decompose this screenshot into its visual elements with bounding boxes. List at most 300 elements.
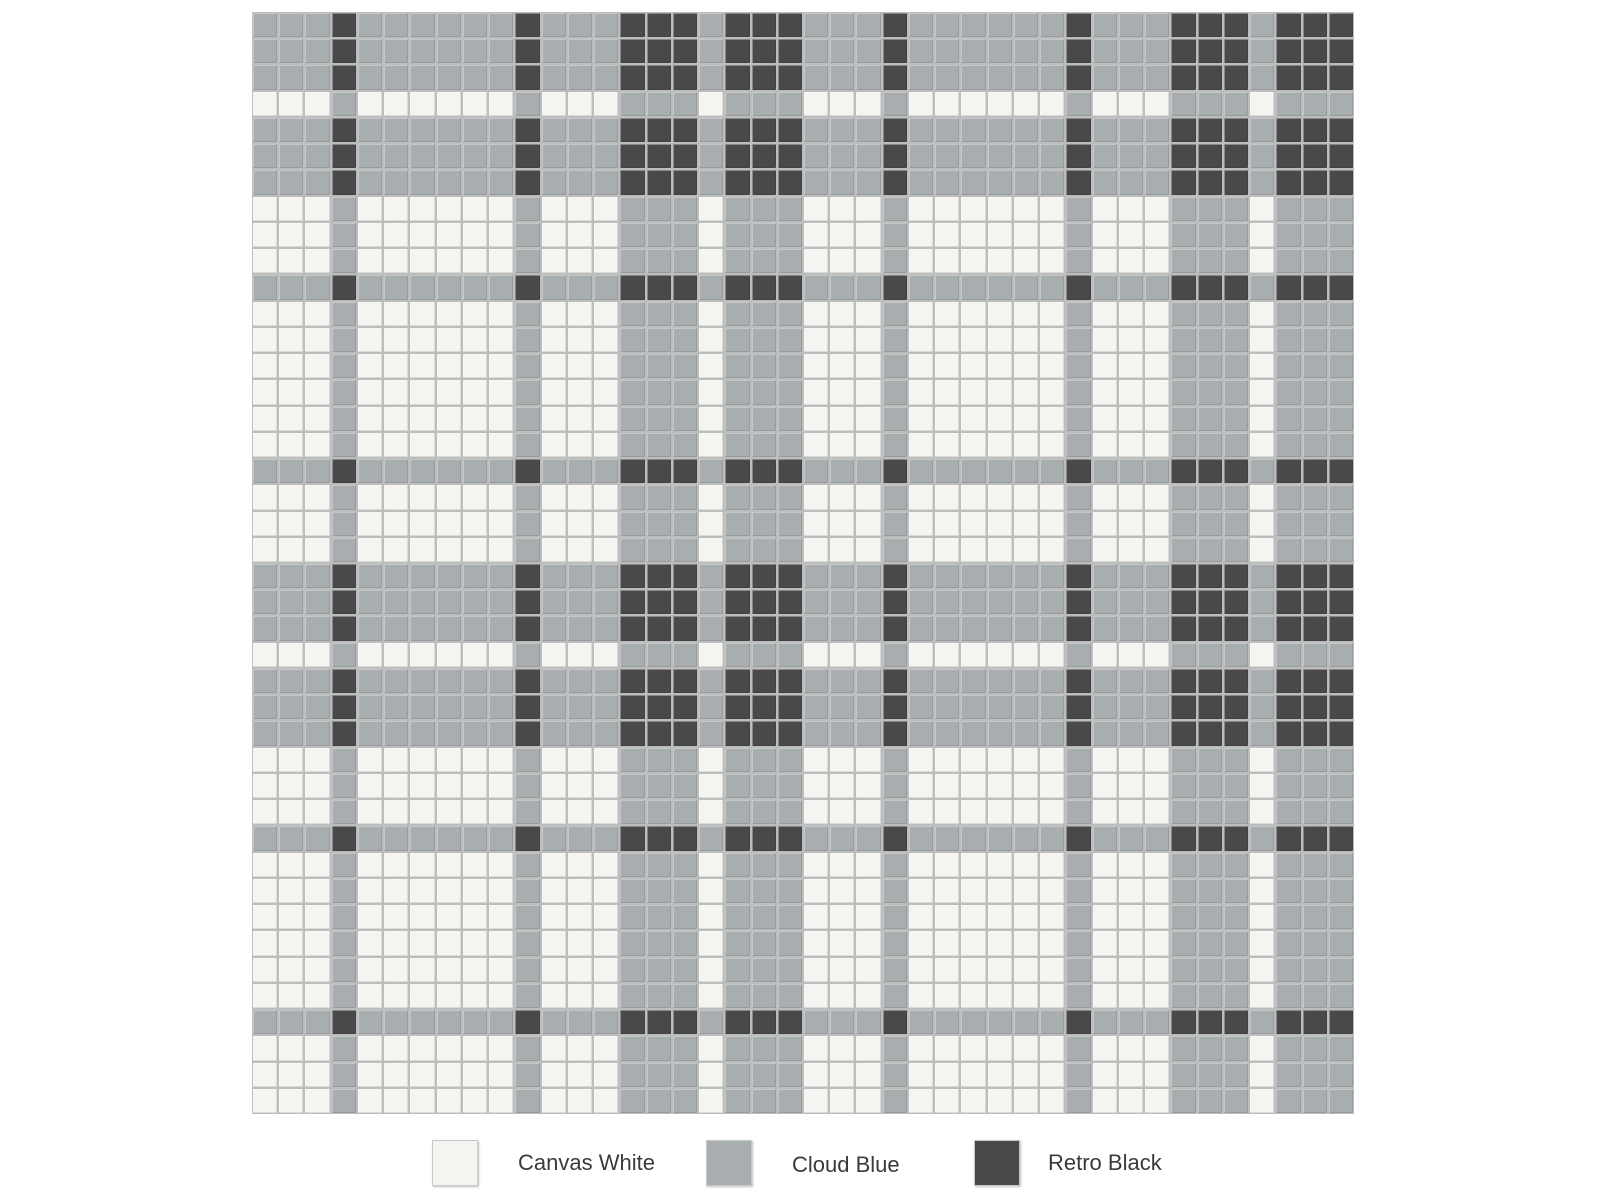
mosaic-tile: [935, 643, 959, 667]
mosaic-tile: [1171, 958, 1196, 982]
mosaic-tile: [883, 249, 907, 273]
mosaic-tile: [1145, 459, 1169, 483]
mosaic-tile: [1093, 1089, 1117, 1113]
mosaic-tile: [1250, 485, 1274, 510]
mosaic-tile: [594, 1010, 618, 1034]
mosaic-tile: [778, 354, 802, 378]
mosaic-tile: [515, 958, 540, 982]
mosaic-tile: [620, 380, 645, 405]
mosaic-tile: [253, 616, 277, 641]
mosaic-tile: [647, 853, 671, 877]
mosaic-tile: [961, 144, 986, 168]
mosaic-tile: [961, 853, 986, 877]
mosaic-tile: [410, 249, 435, 273]
mosaic-tile: [1329, 748, 1353, 772]
mosaic-tile: [1198, 485, 1222, 510]
mosaic-tile: [778, 302, 802, 326]
mosaic-tile: [778, 590, 802, 614]
mosaic-tile: [830, 144, 854, 168]
mosaic-tile: [410, 1089, 435, 1113]
mosaic-tile: [437, 669, 461, 693]
mosaic-tile: [909, 826, 933, 851]
mosaic-tile: [620, 1089, 645, 1113]
mosaic-tile: [358, 197, 382, 221]
mosaic-tile: [961, 984, 986, 1008]
mosaic-tile: [384, 275, 408, 300]
mosaic-tile: [1303, 931, 1327, 956]
mosaic-tile: [594, 905, 618, 929]
mosaic-tile: [988, 39, 1012, 63]
mosaic-tile: [1276, 721, 1301, 746]
mosaic-tile: [883, 905, 907, 929]
mosaic-tile: [1119, 39, 1143, 63]
mosaic-tile: [1171, 39, 1196, 63]
mosaic-tile: [620, 275, 645, 300]
mosaic-tile: [804, 144, 828, 168]
mosaic-tile: [542, 223, 566, 247]
mosaic-tile: [1093, 380, 1117, 405]
mosaic-tile: [463, 275, 487, 300]
mosaic-tile: [410, 538, 435, 562]
mosaic-tile: [410, 39, 435, 63]
mosaic-tile: [935, 249, 959, 273]
mosaic-tile: [1014, 459, 1038, 483]
mosaic-tile: [594, 643, 618, 667]
mosaic-tile: [594, 538, 618, 562]
mosaic-tile: [358, 853, 382, 877]
mosaic-tile: [725, 328, 750, 352]
mosaic-tile: [699, 1089, 723, 1113]
mosaic-tile: [752, 1036, 776, 1061]
mosaic-tile: [988, 223, 1012, 247]
mosaic-tile: [988, 721, 1012, 746]
mosaic-tile: [961, 748, 986, 772]
mosaic-tile: [463, 958, 487, 982]
mosaic-tile: [673, 144, 697, 168]
mosaic-tile: [305, 328, 330, 352]
mosaic-tile: [1303, 616, 1327, 641]
cloud-blue-label: Cloud Blue: [792, 1152, 900, 1177]
mosaic-tile: [594, 407, 618, 431]
mosaic-tile: [279, 1063, 303, 1087]
mosaic-tile: [620, 118, 645, 142]
mosaic-tile: [647, 564, 671, 588]
mosaic-tile: [620, 39, 645, 63]
mosaic-tile: [1329, 354, 1353, 378]
mosaic-tile: [384, 485, 408, 510]
mosaic-tile: [305, 616, 330, 641]
mosaic-tile: [935, 39, 959, 63]
mosaic-tile: [489, 826, 513, 851]
mosaic-tile: [883, 695, 907, 719]
mosaic-tile: [305, 275, 330, 300]
mosaic-tile: [1198, 1089, 1222, 1113]
mosaic-tile: [1276, 590, 1301, 614]
mosaic-tile: [909, 616, 933, 641]
mosaic-tile: [568, 275, 592, 300]
mosaic-tile: [1303, 721, 1327, 746]
mosaic-tile: [804, 380, 828, 405]
mosaic-tile: [778, 92, 802, 116]
mosaic-tile: [620, 826, 645, 851]
mosaic-tile: [1119, 984, 1143, 1008]
mosaic-tile: [988, 538, 1012, 562]
mosaic-tile: [935, 879, 959, 903]
mosaic-tile: [909, 984, 933, 1008]
mosaic-tile: [856, 328, 881, 352]
mosaic-tile: [594, 170, 618, 195]
mosaic-tile: [1198, 695, 1222, 719]
mosaic-tile: [778, 65, 802, 90]
mosaic-tile: [1250, 459, 1274, 483]
mosaic-tile: [1040, 1036, 1064, 1061]
mosaic-tile: [1093, 800, 1117, 824]
mosaic-tile: [673, 197, 697, 221]
mosaic-tile: [1198, 853, 1222, 877]
mosaic-tile: [410, 931, 435, 956]
mosaic-tile: [620, 170, 645, 195]
mosaic-tile: [437, 721, 461, 746]
mosaic-tile: [305, 1036, 330, 1061]
mosaic-tile: [909, 643, 933, 667]
mosaic-tile: [1198, 1010, 1222, 1034]
mosaic-tile: [856, 302, 881, 326]
mosaic-tile: [1276, 118, 1301, 142]
mosaic-tile: [909, 92, 933, 116]
mosaic-tile: [568, 1010, 592, 1034]
mosaic-tile: [673, 275, 697, 300]
mosaic-tile: [332, 1036, 356, 1061]
mosaic-tile: [883, 380, 907, 405]
mosaic-tile: [332, 39, 356, 63]
mosaic-tile: [568, 931, 592, 956]
mosaic-tile: [437, 538, 461, 562]
mosaic-tile: [1250, 800, 1274, 824]
mosaic-tile: [568, 459, 592, 483]
mosaic-tile: [568, 39, 592, 63]
mosaic-tile: [542, 538, 566, 562]
mosaic-tile: [778, 853, 802, 877]
mosaic-tile: [515, 512, 540, 536]
mosaic-tile: [647, 459, 671, 483]
mosaic-tile: [253, 144, 277, 168]
mosaic-tile: [988, 118, 1012, 142]
mosaic-tile: [1224, 721, 1248, 746]
mosaic-tile: [961, 118, 986, 142]
mosaic-tile: [410, 275, 435, 300]
mosaic-tile: [1093, 984, 1117, 1008]
mosaic-tile: [1119, 800, 1143, 824]
mosaic-tile: [305, 853, 330, 877]
mosaic-tile: [1145, 275, 1169, 300]
mosaic-tile: [673, 170, 697, 195]
mosaic-tile: [542, 669, 566, 693]
mosaic-tile: [856, 249, 881, 273]
mosaic-tile: [1329, 879, 1353, 903]
mosaic-tile: [830, 826, 854, 851]
mosaic-tile: [1276, 1089, 1301, 1113]
mosaic-tile: [830, 197, 854, 221]
mosaic-tile: [909, 118, 933, 142]
mosaic-tile: [961, 695, 986, 719]
mosaic-tile: [620, 538, 645, 562]
mosaic-tile: [620, 144, 645, 168]
mosaic-tile: [305, 695, 330, 719]
mosaic-tile: [542, 931, 566, 956]
mosaic-tile: [489, 1089, 513, 1113]
mosaic-tile: [647, 65, 671, 90]
mosaic-tile: [542, 512, 566, 536]
mosaic-tile: [1066, 931, 1091, 956]
mosaic-tile: [1014, 958, 1038, 982]
mosaic-tile: [1303, 65, 1327, 90]
mosaic-tile: [673, 39, 697, 63]
mosaic-tile: [988, 65, 1012, 90]
mosaic-tile: [804, 800, 828, 824]
mosaic-tile: [804, 118, 828, 142]
mosaic-tile: [725, 433, 750, 457]
mosaic-tile: [647, 39, 671, 63]
mosaic-tile: [332, 931, 356, 956]
mosaic-tile: [437, 931, 461, 956]
mosaic-tile: [673, 459, 697, 483]
mosaic-tile: [305, 748, 330, 772]
mosaic-tile: [778, 13, 802, 37]
mosaic-tile: [305, 485, 330, 510]
mosaic-tile: [647, 1036, 671, 1061]
mosaic-tile: [437, 958, 461, 982]
mosaic-tile: [515, 223, 540, 247]
mosaic-tile: [568, 354, 592, 378]
mosaic-tile: [515, 39, 540, 63]
mosaic-tile: [305, 905, 330, 929]
mosaic-tile: [725, 1036, 750, 1061]
mosaic-tile: [1171, 302, 1196, 326]
mosaic-tile: [1014, 223, 1038, 247]
mosaic-tile: [883, 800, 907, 824]
mosaic-tile: [489, 485, 513, 510]
mosaic-tile: [1066, 407, 1091, 431]
mosaic-tile: [1171, 275, 1196, 300]
mosaic-tile: [1145, 879, 1169, 903]
mosaic-tile: [463, 92, 487, 116]
mosaic-tile: [489, 590, 513, 614]
mosaic-tile: [515, 407, 540, 431]
mosaic-tile: [830, 433, 854, 457]
mosaic-tile: [856, 13, 881, 37]
mosaic-tile: [253, 1089, 277, 1113]
mosaic-tile: [594, 302, 618, 326]
mosaic-tile: [515, 328, 540, 352]
mosaic-tile: [1276, 643, 1301, 667]
mosaic-tile: [1040, 695, 1064, 719]
mosaic-tile: [830, 748, 854, 772]
mosaic-tile: [1303, 564, 1327, 588]
mosaic-tile: [804, 721, 828, 746]
mosaic-tile: [752, 643, 776, 667]
mosaic-tile: [279, 197, 303, 221]
mosaic-tile: [752, 197, 776, 221]
mosaic-tile: [1329, 538, 1353, 562]
mosaic-tile: [961, 826, 986, 851]
mosaic-tile: [1250, 748, 1274, 772]
mosaic-tile: [830, 958, 854, 982]
mosaic-tile: [410, 564, 435, 588]
mosaic-tile: [620, 459, 645, 483]
mosaic-tile: [620, 643, 645, 667]
mosaic-tile: [752, 459, 776, 483]
mosaic-tile: [620, 984, 645, 1008]
mosaic-tile: [515, 433, 540, 457]
mosaic-tile: [305, 800, 330, 824]
mosaic-tile: [437, 590, 461, 614]
mosaic-tile: [699, 302, 723, 326]
mosaic-tile: [1093, 275, 1117, 300]
mosaic-tile: [568, 1063, 592, 1087]
mosaic-tile: [253, 643, 277, 667]
mosaic-tile: [673, 853, 697, 877]
mosaic-tile: [778, 564, 802, 588]
mosaic-tile: [463, 826, 487, 851]
mosaic-tile: [568, 590, 592, 614]
mosaic-tile: [1224, 800, 1248, 824]
mosaic-tile: [699, 721, 723, 746]
mosaic-tile: [647, 826, 671, 851]
mosaic-tile: [1250, 721, 1274, 746]
mosaic-tile: [279, 958, 303, 982]
mosaic-tile: [253, 800, 277, 824]
mosaic-tile: [253, 669, 277, 693]
mosaic-tile: [594, 380, 618, 405]
mosaic-tile: [1329, 958, 1353, 982]
mosaic-tile: [1014, 249, 1038, 273]
mosaic-tile: [1276, 538, 1301, 562]
mosaic-tile: [332, 275, 356, 300]
mosaic-tile: [568, 380, 592, 405]
mosaic-tile: [568, 249, 592, 273]
mosaic-tile: [804, 853, 828, 877]
mosaic-tile: [1119, 65, 1143, 90]
mosaic-tile: [1329, 1036, 1353, 1061]
mosaic-tile: [1040, 65, 1064, 90]
mosaic-tile: [463, 328, 487, 352]
mosaic-tile: [1198, 826, 1222, 851]
mosaic-tile: [1171, 223, 1196, 247]
mosaic-tile: [830, 354, 854, 378]
mosaic-tile: [699, 800, 723, 824]
mosaic-tile: [542, 485, 566, 510]
mosaic-tile: [358, 695, 382, 719]
mosaic-tile: [1093, 302, 1117, 326]
mosaic-tile: [1224, 1089, 1248, 1113]
mosaic-tile: [358, 774, 382, 798]
mosaic-tile: [253, 92, 277, 116]
mosaic-tile: [305, 39, 330, 63]
mosaic-tile: [542, 433, 566, 457]
mosaic-tile: [725, 538, 750, 562]
mosaic-tile: [725, 879, 750, 903]
mosaic-tile: [856, 170, 881, 195]
mosaic-tile: [804, 774, 828, 798]
mosaic-tile: [358, 65, 382, 90]
mosaic-tile: [542, 564, 566, 588]
mosaic-tile: [1276, 774, 1301, 798]
mosaic-tile: [935, 774, 959, 798]
mosaic-tile: [332, 853, 356, 877]
mosaic-tile: [935, 1010, 959, 1034]
mosaic-tile: [594, 853, 618, 877]
mosaic-tile: [647, 13, 671, 37]
mosaic-tile: [804, 275, 828, 300]
mosaic-tile: [515, 931, 540, 956]
mosaic-tile: [542, 748, 566, 772]
mosaic-tile: [358, 249, 382, 273]
mosaic-tile: [1303, 380, 1327, 405]
mosaic-tile: [1224, 459, 1248, 483]
mosaic-tile: [437, 564, 461, 588]
mosaic-tile: [673, 1010, 697, 1034]
mosaic-tile: [1303, 905, 1327, 929]
mosaic-tile: [1014, 905, 1038, 929]
mosaic-tile: [515, 197, 540, 221]
mosaic-tile: [725, 485, 750, 510]
mosaic-tile: [961, 879, 986, 903]
mosaic-tile: [1276, 380, 1301, 405]
mosaic-tile: [778, 170, 802, 195]
mosaic-tile: [1250, 39, 1274, 63]
mosaic-tile: [358, 748, 382, 772]
mosaic-tile: [1329, 1089, 1353, 1113]
mosaic-tile: [1303, 984, 1327, 1008]
mosaic-tile: [856, 853, 881, 877]
mosaic-tile: [358, 485, 382, 510]
mosaic-tile: [1014, 13, 1038, 37]
mosaic-tile: [515, 905, 540, 929]
mosaic-tile: [542, 118, 566, 142]
mosaic-tile: [804, 13, 828, 37]
mosaic-tile: [410, 984, 435, 1008]
mosaic-tile: [620, 302, 645, 326]
mosaic-tile: [961, 302, 986, 326]
mosaic-tile: [988, 616, 1012, 641]
mosaic-tile: [830, 538, 854, 562]
mosaic-tile: [1171, 512, 1196, 536]
mosaic-tile: [752, 931, 776, 956]
mosaic-tile: [647, 695, 671, 719]
mosaic-tile: [725, 13, 750, 37]
mosaic-tile: [988, 643, 1012, 667]
retro-black-swatch: [974, 1140, 1020, 1186]
mosaic-tile: [463, 905, 487, 929]
mosaic-tile: [437, 328, 461, 352]
mosaic-tile: [647, 407, 671, 431]
mosaic-tile: [594, 695, 618, 719]
mosaic-tile: [1303, 538, 1327, 562]
mosaic-tile: [384, 774, 408, 798]
mosaic-tile: [961, 931, 986, 956]
mosaic-tile: [1066, 380, 1091, 405]
mosaic-tile: [988, 433, 1012, 457]
mosaic-tile: [647, 774, 671, 798]
mosaic-tile: [253, 564, 277, 588]
mosaic-tile: [909, 1063, 933, 1087]
mosaic-tile: [883, 590, 907, 614]
mosaic-tile: [699, 984, 723, 1008]
mosaic-tile: [1014, 931, 1038, 956]
mosaic-tile: [1303, 800, 1327, 824]
mosaic-tile: [1276, 616, 1301, 641]
mosaic-tile: [279, 1036, 303, 1061]
